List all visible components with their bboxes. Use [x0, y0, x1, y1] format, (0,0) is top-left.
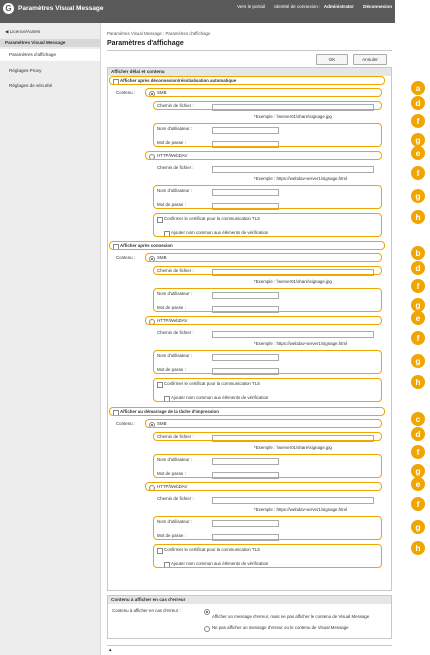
sidebar-heading: Paramètres Visual Message	[0, 39, 100, 47]
page-title: Paramètres d'affichage	[107, 40, 184, 47]
smb-example: *Exemple : \\server01\share\signage.jpg	[254, 445, 332, 450]
http-file-path-input[interactable]	[212, 497, 374, 504]
tls-label: Confirmer le certificat pour la communication TLS	[164, 216, 261, 221]
callout-letter-icon: g	[411, 464, 425, 478]
callout-letter-icon: b	[411, 246, 425, 260]
http-label: HTTP/WebDAV	[157, 484, 188, 489]
callout-letter-icon: g	[411, 354, 425, 368]
highlight-frame	[153, 378, 382, 402]
content-label: Contenu :	[116, 90, 136, 95]
callout-letter-icon: f	[411, 114, 425, 128]
callout-letter-icon: d	[411, 427, 425, 441]
section-heading: Afficher au démarrage de la tâche d'impression	[120, 409, 219, 414]
password-label: Mot de passe :	[157, 305, 186, 310]
callout-letter-icon: f	[411, 445, 425, 459]
file-path-label: Chemin de fichier :	[157, 434, 194, 439]
highlight-frame	[145, 482, 382, 491]
file-path-label: Chemin de fichier :	[157, 496, 194, 501]
callout-letter-icon: f	[411, 279, 425, 293]
error-content-label: Contenu à afficher en cas d'erreur :	[112, 608, 181, 613]
content-label: Contenu :	[116, 421, 136, 426]
username-label: Nom d'utilisateur :	[157, 457, 193, 462]
login-identity-label: Identité de connexion :	[274, 4, 321, 9]
callout-letter-icon: g	[411, 520, 425, 534]
username-label: Nom d'utilisateur :	[157, 353, 193, 358]
password-label: Mot de passe :	[157, 533, 186, 538]
file-path-label: Chemin de fichier :	[157, 268, 194, 273]
smb-example: *Exemple : \\server01\share\signage.jpg	[254, 279, 332, 284]
error-option-1-label: Afficher un message d'erreur, mais ne pas afficher le contenu de Visual Message	[212, 614, 370, 619]
username-label: Nom d'utilisateur :	[157, 519, 193, 524]
app-title: Paramètres Visual Message	[18, 5, 104, 12]
http-example: *Exemple : https://webdav-server1/signage.html	[254, 341, 347, 346]
callout-letter-icon: h	[411, 541, 425, 555]
top-links	[229, 3, 392, 10]
section-heading: Afficher après connexion	[120, 243, 173, 248]
callout-letter-icon: d	[411, 261, 425, 275]
file-path-label: Chemin de fichier :	[157, 330, 194, 335]
smb-label: SMB	[157, 421, 167, 426]
back-to-top-icon[interactable]: ▲	[108, 647, 113, 652]
callout-letter-icon: e	[411, 477, 425, 491]
breadcrumb: Paramètres Visual Message : Paramètres d'affichage	[107, 31, 211, 36]
common-name-label: Ajouter nom commun aux éléments de vérification	[171, 230, 269, 235]
login-identity-value: Administrator	[323, 4, 354, 9]
tls-label: Confirmer le certificat pour la communication TLS	[164, 381, 261, 386]
callout-letter-icon: g	[411, 133, 425, 147]
smb-example: *Exemple : \\server01\share\signage.jpg	[254, 114, 332, 119]
sidebar-back-link[interactable]: ◀ Licence/Autres	[5, 29, 41, 34]
http-example: *Exemple : https://webdav-server1/signage.html	[254, 507, 347, 512]
callout-letter-icon: g	[411, 189, 425, 203]
callout-letter-icon: e	[411, 311, 425, 325]
highlight-frame	[153, 288, 382, 312]
password-label: Mot de passe :	[157, 140, 186, 145]
http-label: HTTP/WebDAV	[157, 153, 188, 158]
sidebar-item-proxy[interactable]: Réglages Proxy	[9, 68, 42, 73]
main-content	[104, 23, 395, 655]
highlight-frame	[145, 151, 382, 160]
ok-button[interactable]: OK	[316, 54, 348, 65]
file-path-label: Chemin de fichier :	[157, 103, 194, 108]
highlight-frame	[153, 123, 382, 147]
highlight-frame	[153, 101, 382, 110]
sidebar-item-display-settings[interactable]: Paramètres d'affichage	[0, 49, 100, 61]
highlight-frame	[145, 419, 382, 428]
callout-letter-icon: c	[411, 412, 425, 426]
username-label: Nom d'utilisateur :	[157, 188, 193, 193]
cancel-button[interactable]: Annuler	[353, 54, 387, 65]
highlight-frame	[145, 316, 382, 325]
file-path-label: Chemin de fichier :	[157, 165, 194, 170]
footer-divider	[107, 645, 392, 646]
error-option-1-radio[interactable]	[204, 609, 210, 615]
highlight-frame	[153, 432, 382, 441]
highlight-frame	[109, 407, 385, 416]
callout-letter-icon: h	[411, 210, 425, 224]
callout-letter-icon: e	[411, 146, 425, 160]
tls-label: Confirmer le certificat pour la communication TLS	[164, 547, 261, 552]
top-bar	[0, 0, 395, 23]
smb-label: SMB	[157, 255, 167, 260]
portal-link[interactable]: Vers le portail	[237, 4, 265, 9]
password-label: Mot de passe :	[157, 471, 186, 476]
highlight-frame	[153, 516, 382, 540]
http-file-path-input[interactable]	[212, 331, 374, 338]
highlight-frame	[153, 454, 382, 478]
callout-letter-icon: f	[411, 331, 425, 345]
logout-link[interactable]: Déconnexion	[363, 4, 392, 9]
error-option-2-radio[interactable]	[204, 626, 210, 632]
callout-letter-icon: d	[411, 96, 425, 110]
http-label: HTTP/WebDAV	[157, 318, 188, 323]
callout-letter-icon: g	[411, 298, 425, 312]
highlight-frame	[109, 76, 385, 85]
callout-letter-icon: h	[411, 375, 425, 389]
callout-letter-icon: a	[411, 81, 425, 95]
highlight-frame	[153, 266, 382, 275]
highlight-frame	[145, 88, 382, 97]
password-label: Mot de passe :	[157, 367, 186, 372]
highlight-frame	[153, 185, 382, 209]
username-label: Nom d'utilisateur :	[157, 291, 193, 296]
http-example: *Exemple : https://webdav-server1/signage.html	[254, 176, 347, 181]
callout-letter-icon: f	[411, 497, 425, 511]
callout-letter-icon: f	[411, 166, 425, 180]
title-divider	[107, 50, 392, 51]
password-label: Mot de passe :	[157, 202, 186, 207]
panel-heading: Contenu à afficher en cas d'erreur	[108, 596, 391, 604]
common-name-label: Ajouter nom commun aux éléments de vérification	[171, 561, 269, 566]
error-option-2-label: Ne pas afficher un message d'erreur ou le contenu de Visual Message	[212, 625, 349, 630]
content-label: Contenu :	[116, 255, 136, 260]
highlight-frame	[153, 213, 382, 237]
highlight-frame	[153, 544, 382, 568]
common-name-label: Ajouter nom commun aux éléments de vérification	[171, 395, 269, 400]
error-content-panel	[107, 595, 392, 639]
panel-heading: Afficher délai et contenu	[108, 68, 391, 76]
highlight-frame	[153, 350, 382, 374]
section-heading: Afficher après déconnexion/réinitialisation automatique	[120, 78, 237, 83]
username-label: Nom d'utilisateur :	[157, 126, 193, 131]
sidebar-item-security[interactable]: Réglages de sécurité	[9, 83, 53, 88]
highlight-frame	[109, 241, 385, 250]
http-file-path-input[interactable]	[212, 166, 374, 173]
sidebar	[0, 23, 101, 655]
smb-label: SMB	[157, 90, 167, 95]
app-logo-icon: G	[3, 3, 14, 14]
highlight-frame	[145, 253, 382, 262]
